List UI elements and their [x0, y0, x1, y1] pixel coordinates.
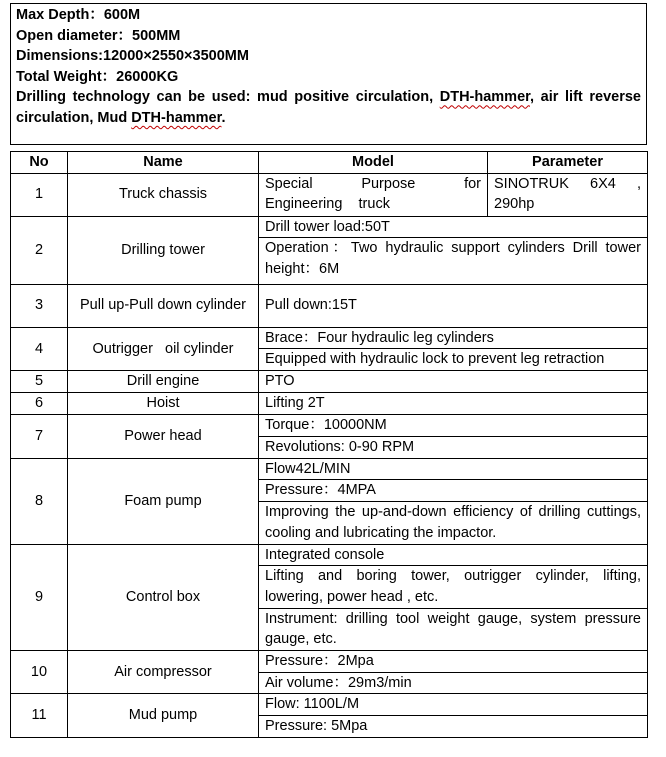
parameter-line [494, 174, 641, 195]
model-line: Air volume：29m3/min [259, 672, 647, 694]
model-line: Flow42L/MIN [265, 460, 351, 477]
row-name: Foam pump [68, 458, 259, 544]
row-model [259, 544, 648, 651]
model-word: Special [265, 175, 313, 192]
row-name: Mud pump [68, 694, 259, 737]
row-no: 6 [11, 393, 68, 415]
spec-table [10, 151, 648, 738]
model-line: Torque：10000NM [265, 417, 387, 434]
summary-box [10, 3, 647, 145]
table-header-row [11, 152, 648, 174]
row-parameter [488, 173, 648, 216]
model-line: Lifting 2T [265, 395, 325, 412]
model-line: Pressure：4MPA [259, 479, 647, 501]
row-name: Control box [68, 544, 259, 651]
row-no: 4 [11, 327, 68, 370]
dth-hammer-term: DTH-hammer [439, 89, 530, 106]
header-no: No [11, 152, 68, 174]
table-row [11, 173, 648, 216]
row-name: Pull up-Pull down cylinder [68, 284, 259, 327]
model-line: Equipped with hydraulic lock to prevent leg retraction [259, 348, 647, 370]
table-row [11, 694, 648, 737]
row-model [259, 173, 488, 216]
model-line [265, 174, 481, 195]
row-name: Truck chassis [68, 173, 259, 216]
row-no: 8 [11, 458, 68, 544]
row-no: 1 [11, 173, 68, 216]
row-name: Power head [68, 415, 259, 458]
table-row [11, 284, 648, 327]
table-row [11, 458, 648, 544]
model-line: PTO [265, 373, 295, 390]
model-line: Improving the up-and-down efficiency of drilling cuttings, cooling and lubricating the impactor. [259, 501, 647, 543]
row-no: 10 [11, 651, 68, 694]
row-no: 3 [11, 284, 68, 327]
row-no: 2 [11, 216, 68, 284]
model-line: Integrated console [265, 546, 385, 563]
drilling-technology [16, 87, 641, 128]
row-model [259, 371, 648, 393]
drilling-technology-prefix: Drilling technology can be used: mud positive circulation, [16, 89, 440, 106]
model-line: Pull down:15T [265, 297, 357, 314]
model-word: for [464, 175, 481, 192]
drilling-technology-middle: , air lift reverse circulation, Mud [16, 89, 641, 126]
model-line: Instrument: drilling tool weight gauge, system pressure gauge, etc. [259, 608, 647, 650]
parameter-word: SINOTRUK [494, 175, 569, 192]
table-row [11, 371, 648, 393]
model-line [265, 194, 481, 215]
table-row [11, 544, 648, 651]
row-name: Hoist [68, 393, 259, 415]
model-line: Drill tower load:50T [265, 218, 390, 235]
row-model [259, 216, 648, 284]
dth-hammer-term: DTH-hammer [131, 109, 222, 126]
model-line: Operation：Two hydraulic support cylinders Drill tower height：6M [259, 237, 647, 279]
row-no: 9 [11, 544, 68, 651]
row-no: 5 [11, 371, 68, 393]
table-row [11, 216, 648, 284]
parameter-word: , [636, 175, 641, 192]
table-row [11, 651, 648, 694]
row-no: 7 [11, 415, 68, 458]
model-line: Pressure：2Mpa [265, 653, 374, 670]
row-model [259, 415, 648, 458]
model-word: Purpose [361, 175, 416, 192]
open-diameter: Open diameter：500MM [16, 27, 181, 44]
dimensions: Dimensions:12000×2550×3500MM [16, 48, 249, 65]
total-weight: Total Weight：26000KG [16, 68, 179, 85]
model-word: truck [358, 196, 390, 213]
model-line: Flow: 1100L/M [265, 696, 360, 713]
model-line: Revolutions: 0-90 RPM [259, 436, 647, 458]
table-row [11, 327, 648, 370]
drilling-technology-suffix: . [221, 109, 226, 126]
row-model [259, 284, 648, 327]
table-row [11, 393, 648, 415]
model-word: Engineering [265, 196, 343, 213]
parameter-word: 6X4 [590, 175, 616, 192]
model-line: Lifting and boring tower, outrigger cylinder, lifting, lowering, power head , etc. [259, 565, 647, 607]
row-model [259, 393, 648, 415]
row-model [259, 458, 648, 544]
row-name: Drilling tower [68, 216, 259, 284]
row-model [259, 327, 648, 370]
row-model [259, 694, 648, 737]
table-row [11, 415, 648, 458]
row-no: 11 [11, 694, 68, 737]
header-parameter: Parameter [488, 152, 648, 174]
header-model: Model [259, 152, 488, 174]
header-name: Name [68, 152, 259, 174]
max-depth: Max Depth：600M [16, 7, 141, 23]
parameter-line: 290hp [494, 196, 535, 213]
row-name: Outrigger oil cylinder [68, 327, 259, 370]
model-line: Brace：Four hydraulic leg cylinders [265, 329, 494, 346]
row-model [259, 651, 648, 694]
row-name: Drill engine [68, 371, 259, 393]
row-name: Air compressor [68, 651, 259, 694]
model-line: Pressure: 5Mpa [259, 715, 647, 737]
